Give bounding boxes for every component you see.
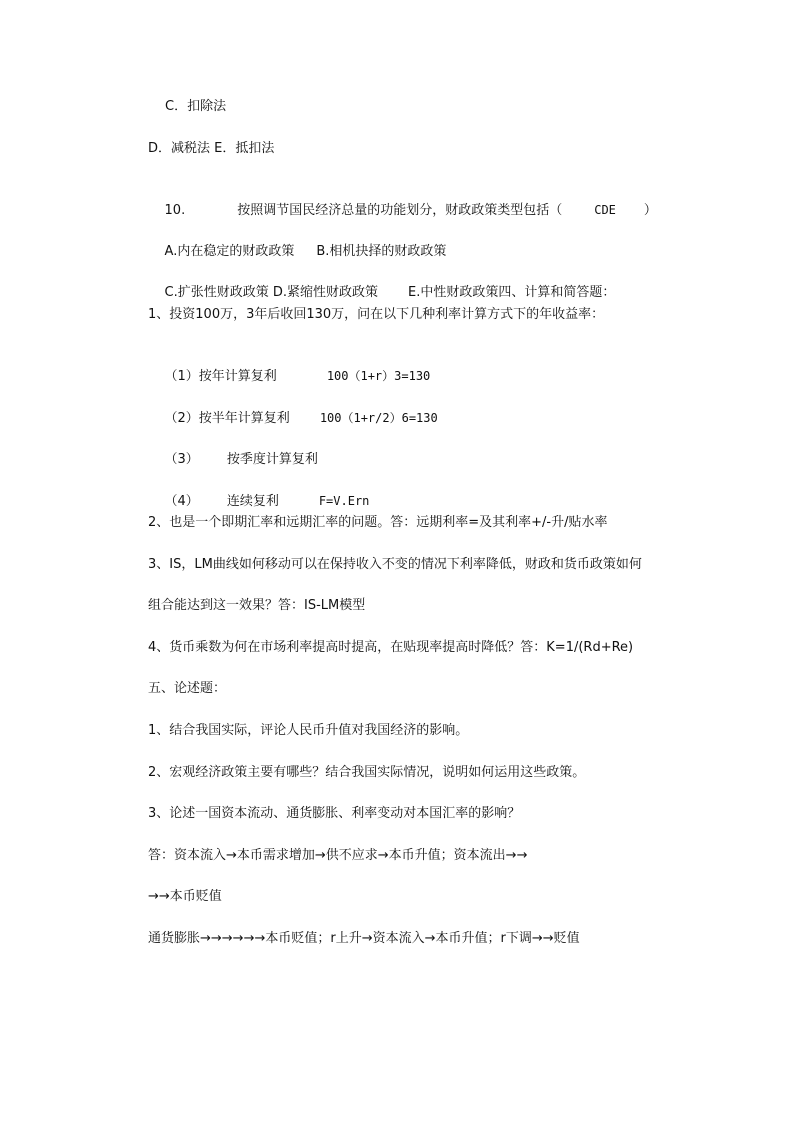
question-number: 10.: [164, 203, 186, 218]
option-c: C．扣除法: [165, 99, 227, 114]
question-close-paren: ）: [643, 203, 657, 218]
options-a-b: [148, 222, 684, 259]
part-label: 连续复利: [226, 494, 279, 509]
question-text: 按照调节国民经济总量的功能划分，财政政策类型包括（: [237, 203, 563, 218]
question-10: [148, 180, 684, 218]
answer-line-1: 答：资本流入→本币需求增加→供不应求→本币升值；资本流出→→: [148, 848, 528, 863]
calc-1-part-1: [148, 346, 684, 384]
calc-question-2: 2、也是一个即期汇率和远期汇率的问题。答：远期利率=及其利率+/-升/贴水率: [148, 515, 608, 530]
part-number: （3）: [164, 452, 199, 467]
part-formula: F=V.Ern: [318, 494, 370, 508]
part-number: （4）: [164, 494, 199, 509]
part-formula: 100（1+r/2）6=130: [319, 411, 438, 425]
question-answer: CDE: [594, 203, 616, 217]
part-formula: 100（1+r）3=130: [326, 369, 431, 383]
option-e-and-section-4: E.中性财政政策四、计算和简答题：: [408, 285, 616, 300]
part-label: （1）按年计算复利: [164, 369, 277, 384]
calc-1-part-4: [148, 471, 684, 509]
calc-question-4: 4、货币乘数为何在市场利率提高时提高，在贴现率提高时降低？答：K=1/(Rd+Re): [148, 640, 634, 655]
option-a: A.内在稳定的财政政策: [164, 244, 295, 259]
calc-question-1: 1、投资100万，3年后收回130万，问在以下几种利率计算方式下的年收益率：: [148, 307, 605, 322]
option-b: B.相机抉择的财政政策: [316, 244, 447, 259]
essay-question-2: 2、宏观经济政策主要有哪些？结合我国实际情况，说明如何运用这些政策。: [148, 765, 586, 780]
options-d-e: D．减税法 E．抵扣法: [148, 141, 275, 156]
answer-line-2: →→本币贬值: [148, 889, 222, 904]
essay-question-1: 1、结合我国实际，评论人民币升值对我国经济的影响。: [148, 723, 469, 738]
part-label: 按季度计算复利: [226, 452, 318, 467]
calc-question-3-line-1: 3、IS，LM曲线如何移动可以在保持收入不变的情况下利率降低，财政和货币政策如何: [148, 557, 642, 572]
options-c-d-e: [148, 263, 684, 300]
calc-1-part-3: [148, 430, 684, 467]
answer-line-3: 通货膨胀→→→→→→本币贬值；r上升→资本流入→本币升值；r下调→→贬值: [148, 931, 580, 946]
options-c-d: C.扩张性财政政策 D.紧缩性财政政策: [164, 285, 379, 300]
essay-question-3: 3、论述一国资本流动、通货膨胀、利率变动对本国汇率的影响？: [148, 806, 521, 821]
calc-question-3-line-2: 组合能达到这一效果？答：IS-LM模型: [148, 598, 366, 613]
section-heading-essay: 五、论述题：: [148, 681, 227, 696]
part-label: （2）按半年计算复利: [164, 411, 290, 426]
calc-1-part-2: [148, 388, 684, 426]
